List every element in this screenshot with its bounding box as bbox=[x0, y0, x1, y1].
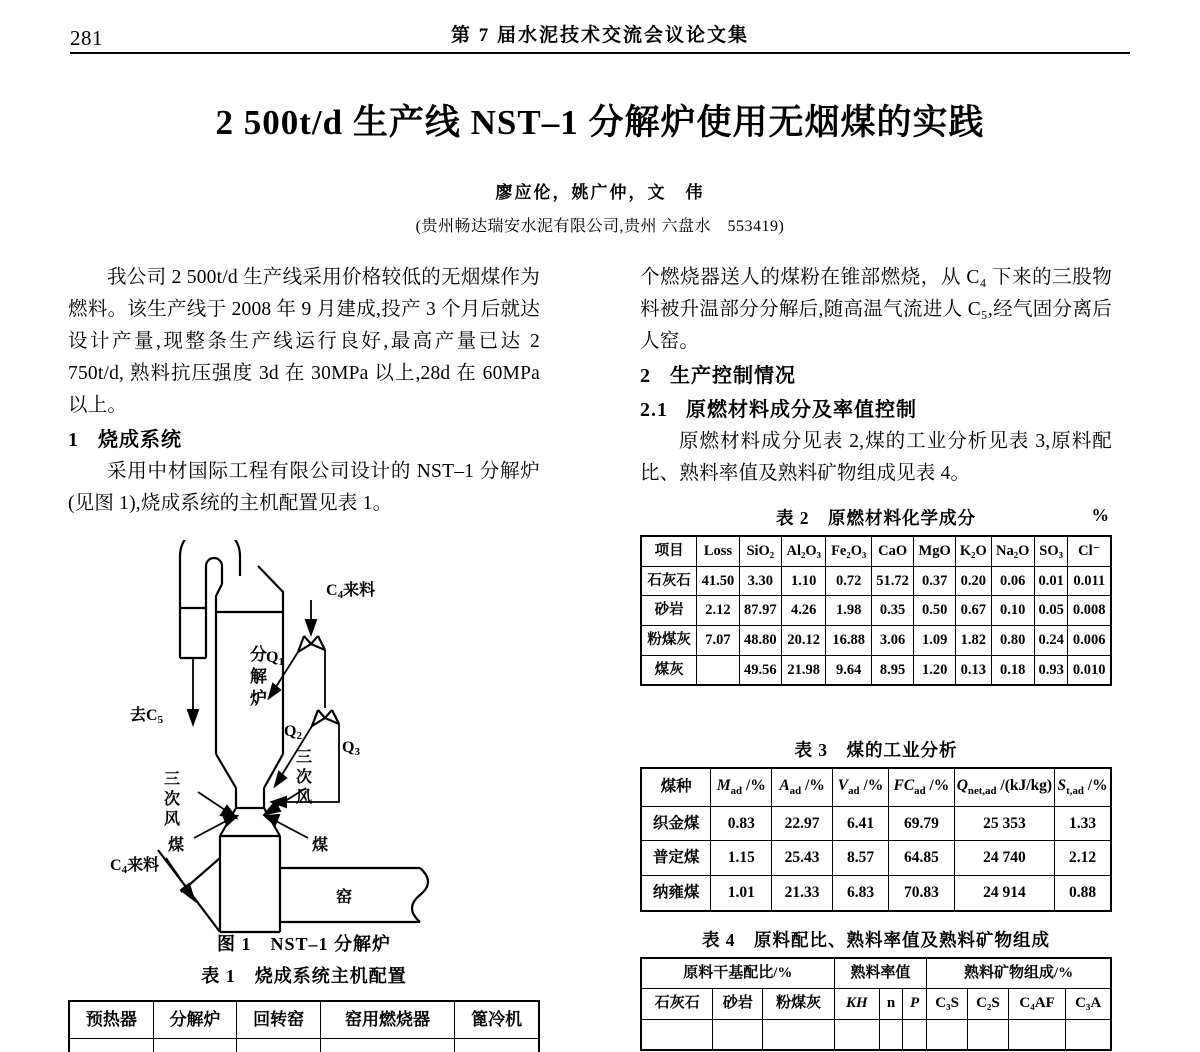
td-value: 0.008 bbox=[1068, 596, 1111, 626]
td-value: 0.80 bbox=[991, 626, 1034, 656]
section-heading-2 bbox=[640, 360, 1112, 392]
th-c4af: C₄AF bbox=[1008, 989, 1065, 1019]
td-value: 48.80 bbox=[739, 626, 781, 656]
th-p: P bbox=[902, 989, 926, 1019]
th-cao: CaO bbox=[871, 536, 913, 566]
th-so3: SO₃ bbox=[1034, 536, 1068, 566]
right-paragraph-2: 原燃材料成分见表 2,煤的工业分析见表 3,原料配比、熟料率值及熟料矿物组成见表 4。 bbox=[640, 431, 1112, 484]
th-c3a: C₃A bbox=[1066, 989, 1111, 1019]
table-2-caption: 表 2 原燃材料化学成分 bbox=[775, 508, 977, 528]
table-1-caption: 表 1 烧成系统主机配置 bbox=[201, 966, 407, 986]
table-row bbox=[641, 806, 1111, 841]
td-value: 4.26 bbox=[781, 596, 826, 626]
td-value: 1.01 bbox=[711, 876, 772, 911]
calciner-diagram bbox=[68, 540, 540, 940]
td-calciner bbox=[153, 1038, 237, 1052]
section-2-number: 2 bbox=[640, 365, 651, 387]
th-c3s: C₃S bbox=[927, 989, 968, 1019]
svg-text:次: 次 bbox=[164, 791, 181, 808]
td-value: 0.67 bbox=[956, 596, 992, 626]
table-3-caption: 表 3 煤的工业分析 bbox=[794, 740, 958, 760]
table-row bbox=[641, 768, 1111, 806]
td-value: 24 914 bbox=[954, 876, 1054, 911]
section-heading-1 bbox=[68, 424, 540, 456]
td-value bbox=[641, 1019, 713, 1050]
label-q2: Q2 bbox=[284, 723, 302, 742]
td-value: 70.83 bbox=[889, 876, 955, 911]
svg-text:炉: 炉 bbox=[250, 689, 267, 708]
table-row bbox=[641, 958, 1111, 989]
td-value bbox=[1066, 1019, 1111, 1050]
td-value: 0.72 bbox=[826, 566, 871, 596]
table-row bbox=[69, 1038, 539, 1052]
th-kh: KH bbox=[834, 989, 880, 1019]
th-fe2o3: Fe₂O₃ bbox=[826, 536, 871, 566]
td-value: 16.88 bbox=[826, 626, 871, 656]
th-al2o3: Al₂O₃ bbox=[781, 536, 826, 566]
td-value: 0.011 bbox=[1068, 566, 1111, 596]
td-value: 0.37 bbox=[914, 566, 956, 596]
table-row bbox=[69, 1001, 539, 1038]
td-material: 砂岩 bbox=[641, 596, 697, 626]
table-1-block bbox=[68, 1000, 540, 1052]
th-grate-cooler: 篦冷机 bbox=[455, 1001, 539, 1038]
th-vad: $V_{ad}$ /% bbox=[832, 768, 888, 806]
th-c2s: C₂S bbox=[968, 989, 1009, 1019]
table-row bbox=[641, 1019, 1111, 1050]
label-tertiary-air-left: 三 bbox=[164, 771, 181, 788]
right-paragraph-1: 个燃烧器送人的煤粉在锥部燃烧，从 C₄ 下来的三股物料被升温部分分解后,随高温气流进人 C₅,经气固分离后人窑。 bbox=[640, 267, 1112, 352]
running-head bbox=[70, 12, 1130, 52]
td-value: 69.79 bbox=[889, 806, 955, 841]
td-value: 1.10 bbox=[781, 566, 826, 596]
left-paragraph-1: 我公司 2 500t/d 生产线采用价格较低的无烟煤作为燃料。该生产线于 2008 年 9 月建成,投产 3 个月后就达设计产量,现整条生产线运行良好,最高产量已达 2 750t/d, 熟料抗压强度 3d 在 30MPa 以上,28d 在 60MPa 以上。 bbox=[68, 267, 540, 416]
label-coal-right: 煤 bbox=[312, 837, 329, 854]
td-value: 1.33 bbox=[1055, 806, 1111, 841]
td-value: 64.85 bbox=[889, 841, 955, 876]
table-2-block bbox=[640, 505, 1112, 686]
th-flyash: 粉煤灰 bbox=[763, 989, 834, 1019]
section-2-1-number: 2.1 bbox=[640, 399, 668, 421]
td-value: 8.57 bbox=[832, 841, 888, 876]
th-n: n bbox=[880, 989, 903, 1019]
td-value: 0.006 bbox=[1068, 626, 1111, 656]
td-value: 1.15 bbox=[711, 841, 772, 876]
td-value: 21.98 bbox=[781, 655, 826, 685]
page-number: 281 bbox=[70, 26, 103, 50]
th-stad: $S_{t,ad}$ /% bbox=[1055, 768, 1111, 806]
td-value bbox=[713, 1019, 763, 1050]
td-value bbox=[880, 1019, 903, 1050]
svg-text:次: 次 bbox=[296, 769, 313, 786]
table-row bbox=[641, 566, 1111, 596]
td-value bbox=[1008, 1019, 1065, 1050]
th-group-clinker-moduli: 熟料率值 bbox=[834, 958, 927, 989]
table-row bbox=[641, 989, 1111, 1019]
td-value: 0.06 bbox=[991, 566, 1034, 596]
table-2-unit: % bbox=[1091, 505, 1110, 525]
th-sandstone: 砂岩 bbox=[713, 989, 763, 1019]
td-value: 0.18 bbox=[991, 655, 1034, 685]
td-value: 0.35 bbox=[871, 596, 913, 626]
table-3 bbox=[640, 767, 1112, 912]
td-value: 0.10 bbox=[991, 596, 1034, 626]
td-value: 0.010 bbox=[1068, 655, 1111, 685]
td-value: 0.13 bbox=[956, 655, 992, 685]
table-2 bbox=[640, 535, 1112, 686]
th-preheater: 预热器 bbox=[69, 1001, 153, 1038]
td-value: 0.01 bbox=[1034, 566, 1068, 596]
left-column bbox=[68, 262, 540, 520]
td-value: 6.41 bbox=[832, 806, 888, 841]
td-kiln-burner bbox=[320, 1038, 454, 1052]
td-value bbox=[927, 1019, 968, 1050]
td-value: 0.50 bbox=[914, 596, 956, 626]
table-row bbox=[641, 655, 1111, 685]
td-value: 51.72 bbox=[871, 566, 913, 596]
section-1-number: 1 bbox=[68, 429, 79, 451]
td-value: 0.24 bbox=[1034, 626, 1068, 656]
td-value: 22.97 bbox=[772, 806, 833, 841]
td-value bbox=[834, 1019, 880, 1050]
section-2-1-title: 原燃材料成分及率值控制 bbox=[686, 399, 917, 421]
td-material: 煤灰 bbox=[641, 655, 697, 685]
label-tertiary-air-right: 三 bbox=[296, 749, 313, 766]
th-mgo: MgO bbox=[914, 536, 956, 566]
th-fcad: $FC_{ad}$ /% bbox=[889, 768, 955, 806]
td-value: 0.05 bbox=[1034, 596, 1068, 626]
td-value: 0.83 bbox=[711, 806, 772, 841]
svg-text:风: 风 bbox=[164, 811, 181, 828]
th-sio2: SiO₂ bbox=[739, 536, 781, 566]
td-value: 0.93 bbox=[1034, 655, 1068, 685]
td-preheater bbox=[69, 1038, 153, 1052]
td-value: 9.64 bbox=[826, 655, 871, 685]
th-item: 项目 bbox=[641, 536, 697, 566]
th-limestone: 石灰石 bbox=[641, 989, 713, 1019]
table-4-block bbox=[640, 927, 1112, 1052]
td-value: 6.83 bbox=[832, 876, 888, 911]
table-row bbox=[641, 596, 1111, 626]
td-coal-type: 普定煤 bbox=[641, 841, 711, 876]
td-value: 0.20 bbox=[956, 566, 992, 596]
td-value: 3.06 bbox=[871, 626, 913, 656]
th-loss: Loss bbox=[697, 536, 739, 566]
th-calciner: 分解炉 bbox=[153, 1001, 237, 1038]
label-q1: Q1 bbox=[266, 649, 284, 668]
td-value bbox=[902, 1019, 926, 1050]
td-grate-cooler bbox=[455, 1038, 539, 1052]
page-title: 2 500t/d 生产线 NST–1 分解炉使用无烟煤的实践 bbox=[215, 103, 985, 142]
section-heading-2-1 bbox=[640, 394, 1112, 426]
table-1 bbox=[68, 1000, 540, 1052]
figure-1-caption: 图 1 NST–1 分解炉 bbox=[216, 934, 391, 954]
author-list: 廖应伦，姚广仲，文 伟 bbox=[495, 183, 705, 202]
table-4 bbox=[640, 957, 1112, 1051]
table-2-caption-row bbox=[640, 505, 1112, 530]
td-material: 粉煤灰 bbox=[641, 626, 697, 656]
label-c4-feed-bottom: C4来料 bbox=[110, 857, 160, 876]
table-row bbox=[641, 841, 1111, 876]
td-value: 7.07 bbox=[697, 626, 739, 656]
table-3-block bbox=[640, 737, 1112, 912]
td-value: 2.12 bbox=[1055, 841, 1111, 876]
td-value: 25 353 bbox=[954, 806, 1054, 841]
label-calciner: 分 bbox=[250, 645, 267, 664]
th-group-clinker-minerals: 熟料矿物组成/% bbox=[927, 958, 1111, 989]
table-row bbox=[641, 536, 1111, 566]
th-aad: $A_{ad}$ /% bbox=[772, 768, 833, 806]
td-value: 49.56 bbox=[739, 655, 781, 685]
section-1-title: 烧成系统 bbox=[98, 429, 182, 451]
right-column bbox=[640, 262, 1112, 490]
label-coal-left: 煤 bbox=[168, 837, 185, 854]
td-value: 8.95 bbox=[871, 655, 913, 685]
label-c4-feed-top: C4来料 bbox=[326, 582, 376, 601]
td-material: 石灰石 bbox=[641, 566, 697, 596]
td-value: 41.50 bbox=[697, 566, 739, 596]
header-rule bbox=[70, 52, 1130, 54]
td-coal-type: 织金煤 bbox=[641, 806, 711, 841]
table-4-caption: 表 4 原料配比、熟料率值及熟料矿物组成 bbox=[701, 930, 1051, 950]
section-2-title: 生产控制情况 bbox=[670, 365, 796, 387]
td-value: 21.33 bbox=[772, 876, 833, 911]
label-q3: Q3 bbox=[342, 739, 360, 758]
th-k2o: K₂O bbox=[956, 536, 992, 566]
running-title: 第 7 届水泥技术交流会议论文集 bbox=[450, 25, 749, 46]
affiliation: (贵州畅达瑞安水泥有限公司,贵州 六盘水 553419) bbox=[415, 218, 785, 235]
td-value bbox=[968, 1019, 1009, 1050]
td-value: 87.97 bbox=[739, 596, 781, 626]
td-value: 20.12 bbox=[781, 626, 826, 656]
td-value: 1.20 bbox=[914, 655, 956, 685]
td-value: 1.82 bbox=[956, 626, 992, 656]
td-value: 3.30 bbox=[739, 566, 781, 596]
label-kiln: 窑 bbox=[336, 889, 353, 906]
th-na2o: Na₂O bbox=[991, 536, 1034, 566]
th-group-raw-mix: 原料干基配比/% bbox=[641, 958, 834, 989]
table-row bbox=[641, 876, 1111, 911]
svg-text:风: 风 bbox=[296, 789, 313, 806]
th-cl: Cl⁻ bbox=[1068, 536, 1111, 566]
td-value bbox=[763, 1019, 834, 1050]
td-value: 24 740 bbox=[954, 841, 1054, 876]
left-paragraph-2: 采用中材国际工程有限公司设计的 NST–1 分解炉(见图 1),烧成系统的主机配置见表 1。 bbox=[68, 461, 540, 514]
svg-text:解: 解 bbox=[250, 667, 267, 686]
td-value: 2.12 bbox=[697, 596, 739, 626]
th-mad: $M_{ad}$ /% bbox=[711, 768, 772, 806]
td-value: 0.88 bbox=[1055, 876, 1111, 911]
th-kiln-burner: 窑用燃烧器 bbox=[320, 1001, 454, 1038]
td-rotary-kiln bbox=[237, 1038, 321, 1052]
th-coal-type: 煤种 bbox=[641, 768, 711, 806]
td-value: 25.43 bbox=[772, 841, 833, 876]
td-value bbox=[697, 655, 739, 685]
figure-1 bbox=[68, 540, 540, 940]
table-row bbox=[641, 626, 1111, 656]
th-rotary-kiln: 回转窑 bbox=[237, 1001, 321, 1038]
th-qnet: $Q_{net,ad}$ /(kJ/kg) bbox=[954, 768, 1054, 806]
label-to-c5: 去C5 bbox=[130, 707, 164, 726]
td-value: 1.09 bbox=[914, 626, 956, 656]
td-value: 1.98 bbox=[826, 596, 871, 626]
td-coal-type: 纳雍煤 bbox=[641, 876, 711, 911]
